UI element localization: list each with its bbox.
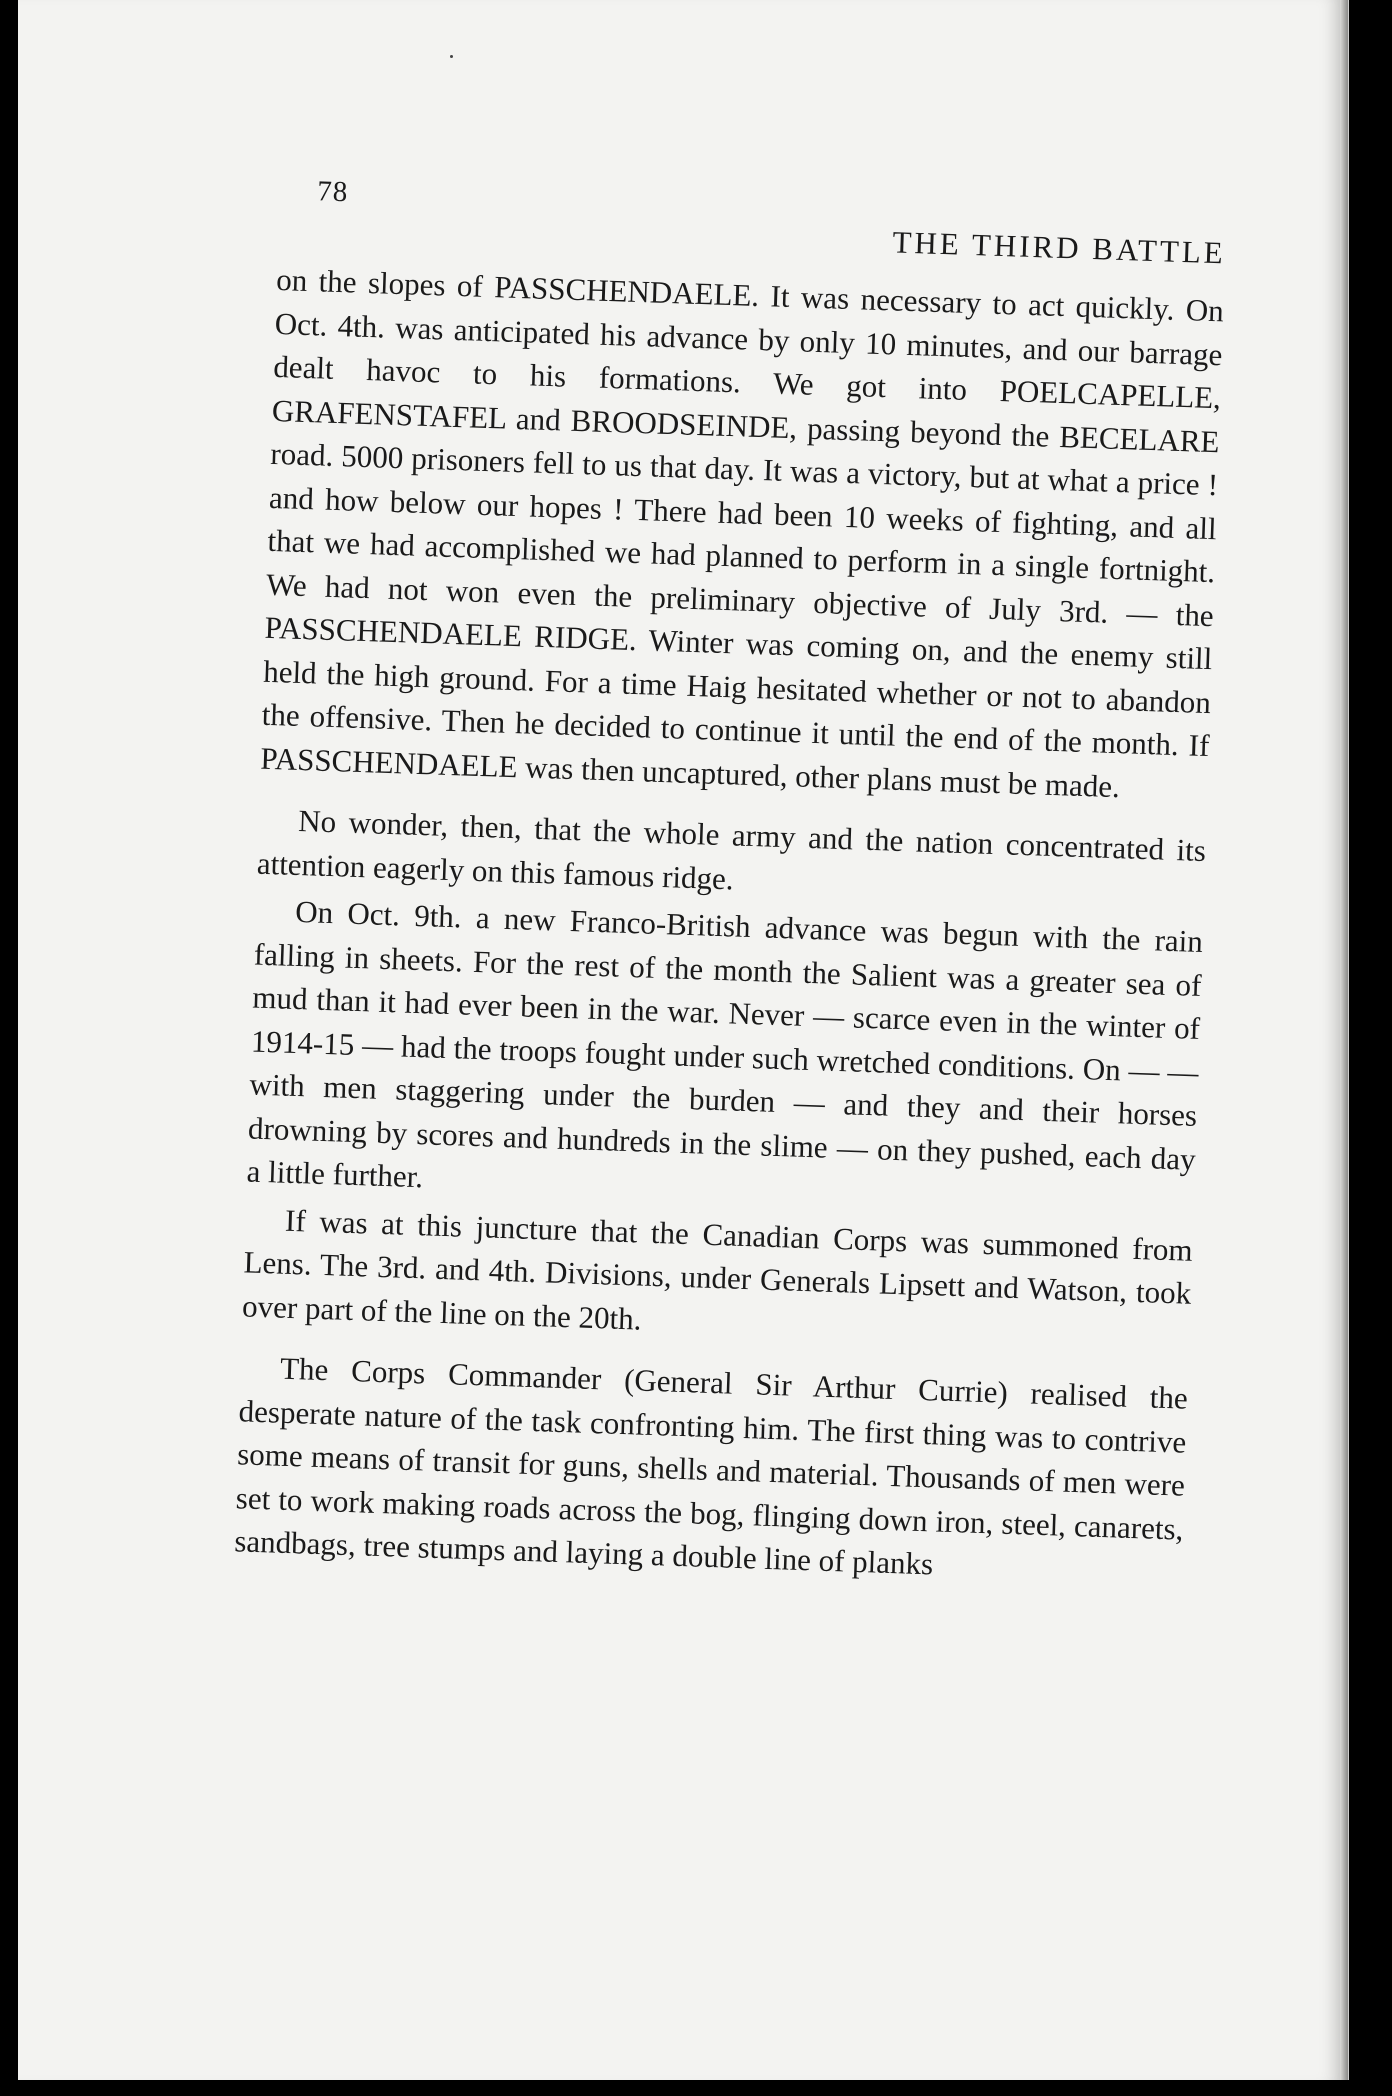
print-speck — [450, 55, 453, 58]
paragraph-3: On Oct. 9th. a new Franco-British advance was begun with the rain falling in sheets. For the rest of the month the Salient was a greater sea of mud than it had ever been in the war. Never — scarce even in the winter of 1914-15 — had the troops fought under such wretched conditions. On — — with men staggering under the burden — and they and their horses drowning by scores and hundreds in the slime — on they pushed, each day a little further. — [246, 893, 1204, 1195]
running-head: THE THIRD BATTLE — [892, 224, 1227, 271]
paragraph-2: No wonder, then, that the whole army and the nation concentrated its attention eagerly on this famous ridge. — [256, 802, 1207, 896]
body-text — [234, 258, 1225, 1594]
page-number: 78 — [316, 175, 349, 209]
text-block — [233, 168, 1227, 1582]
paragraph-1: on the slopes of PASSCHENDAELE. It was necessary to act quickly. On Oct. 4th. was anticipated his advance by only 10 minutes, and our barrage dealt havoc to his formations. We got into POELCAPELLE, GRAFENSTAFEL and BROODSEINDE, passing beyond the BECELARE road. 5000 prisoners fell to us that day. It was a victory, but at what a price ! and how below our hopes ! There had been 10 weeks of fighting, and all that we had accomplished we had planned to perform in a single fortnight. We had not won even the preliminary objective of July 3rd. — the PASSCHENDAELE RIDGE. Winter was coming on, and the enemy still held the high ground. For a time Haig hesitated whether or not to abandon the offensive. Then he decided to continue it until the end of the month. If PASSCHENDAELE was then uncaptured, other plans must be made. — [259, 261, 1225, 804]
paragraph-5: The Corps Commander (General Sir Arthur Currie) realised the desperate nature of the task confronting him. The first thing was to contrive some means of transit for guns, shells and material. Thousands of men were set to work making roads across the bog, flinging down iron, steel, canarets, sandbags, tree stumps and laying a double line of planks — [233, 1350, 1189, 1582]
page-edge-shadow — [1340, 0, 1348, 2080]
book-page — [18, 0, 1349, 2080]
paragraph-4: If was at this juncture that the Canadian Corps was summoned from Lens. The 3rd. and 4th. Divisions, under Generals Lipsett and Watson, took over part of the line on the 20th. — [241, 1202, 1194, 1337]
